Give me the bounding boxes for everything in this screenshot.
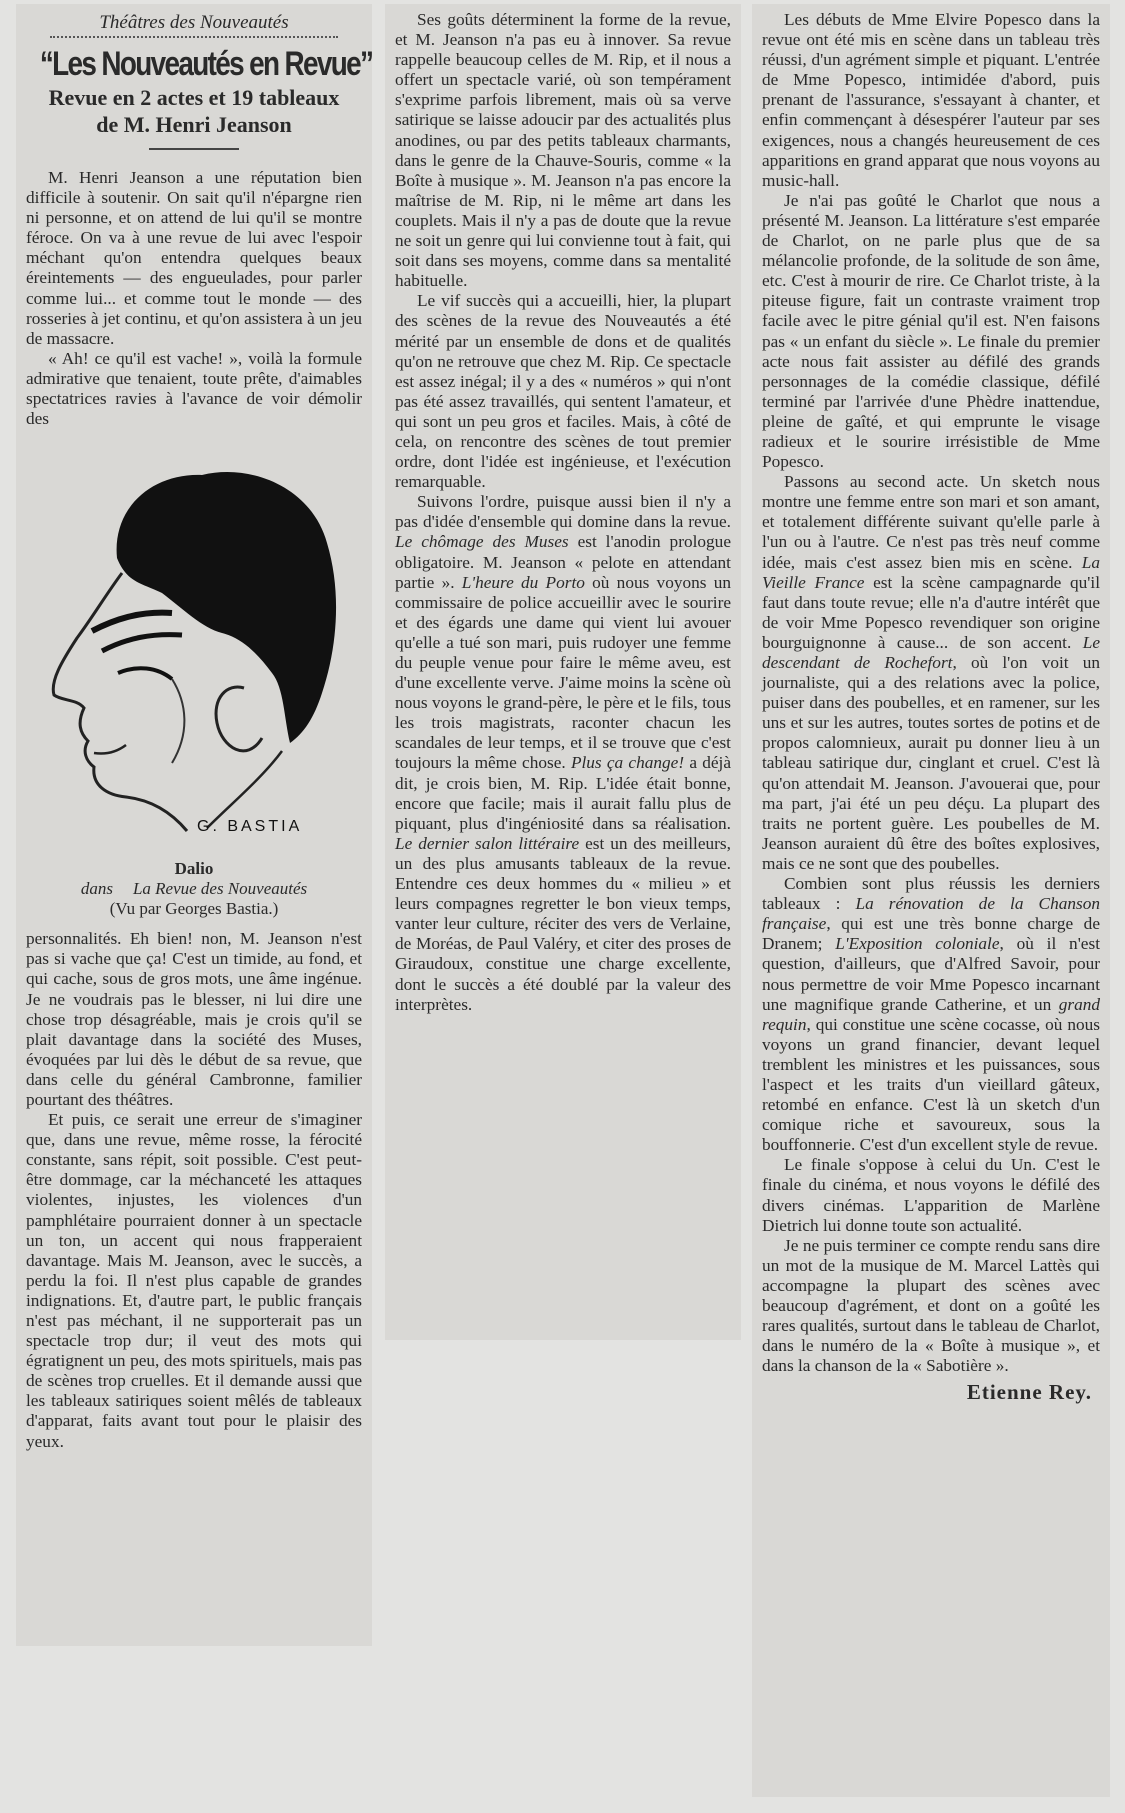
cheek-line [172,679,184,763]
paragraph [395,492,731,1014]
paragraph: Le finale s'oppose à celui du Un. C'est le finale du cinéma, et nous voyons le défilé des divers cinémas. L'apparition de Marlène Dietrich lui donne toute son actualité. [762,1155,1100,1235]
caption-line [22,879,366,898]
tableau-title: La rénovation de la Chanson française [762,894,1100,934]
article-subtitle-line-2: de M. Henri Jeanson [96,112,292,137]
tableau-title: Le dernier salon littéraire [395,833,580,853]
caption-dans: dans [80,879,113,899]
text-run: , où il n'est question, d'ailleurs, que d'Alfred Savoir, pour nous permettre de voir Mme Popesco incarnant une magnifique grande Catherine, et un [762,934,1101,1014]
section-kicker: Théâtres des Nouveautés [50,10,339,38]
brow-line-2 [102,635,182,651]
article-column-1 [16,4,372,1646]
eye [118,668,172,679]
tableau-title: L'heure du Porto [461,572,585,592]
artist-signature: G. BASTIA [197,818,303,836]
text-run: a déjà dit, je crois bien, M. Rip. L'idée était bonne, encore que facile; mais il aurait fallu plus de piquant, plus d'ingéniosité dans sa réalisation. [395,753,732,833]
tableau-title: grand requin [762,994,1100,1034]
text-run: est la scène campagnarde qu'il faut dans toute revue; elle n'a d'autre intérêt que de voir Mme Popesco revendiquer son origine bourguignonne à cause... de son accent. [762,572,1100,652]
paragraph: Ses goûts déterminent la forme de la revue, et M. Jeanson n'a pas eu à innover. Sa revue rappelle beaucoup celles de M. Rip, et il nous a offert un spectacle varié, où son tempérament s'exprime parfois librement, mais où sa verve satirique se laisse adoucir par des actualités plus anodines, ou par des petits tableaux charmants, dans le genre de la Chauve-Souris, comme « la Boîte à musique ». M. Jeanson n'a pas encore la maîtrise de M. Rip, ni le même art dans les couplets. Mais il n'y a pas de doute que la revue ne soit un genre qui lui convienne tout à fait, qui soit dans ses moyens, comme dans sa mentalité habituelle. [395,10,731,291]
caption-name: Dalio [174,859,214,879]
text-run: est l'anodin prologue obligatoire. M. Jeanson « pelote en attendant partie ». [395,532,731,592]
paragraph [762,874,1100,1155]
paragraph: personnalités. Eh bien! non, M. Jeanson n'est pas si vache que ça! C'est un timide, au fond, et qui cache, sous de gros mots, une âme ingénue. Je ne voudrais pas le blesser, ni lui dire une chose trop désagréable, mais je crois qu'il se plait davantage dans la société des Muses, évoquées par lui dès le début de sa revue, que dans celle du général Cambronne, familier pourtant des théâtres. [26,929,362,1109]
hair-mass [117,472,336,743]
text-run: où nous voyons un commissaire de police accueillir avec le sourire et des égards une dame qui vient lui avouer qu'elle a tué son mari, puis rudoyer une femme du peuple venue pour faire le même aveu, est d'une excellente verve. J'aime moins la scène où nous voyons le grand-père, le père et le fils, tous les trois magistrats, raconter chacun les scandales de leur temps, et il se trouve que c'est toujours la même chose. [395,572,731,773]
article-subtitle-line-1: Revue en 2 actes et 19 tableaux [48,85,340,110]
text-run: est un des meilleurs, un des plus amusants tableaux de la revue. Entendre ces deux hommes du « milieu » et leurs compagnes regretter le bon vieux temps, vanter leur culture, réciter des vers de Verlaine, de Moréas, de Paul Valéry, et citer des proses de Giraudoux, constitue une charge excellente, dont le succès a été doublé par la valeur des interprètes. [395,833,731,1014]
text-run: , qui est une très bonne charge de Dranem; [762,914,1100,954]
caption-credit: (Vu par Georges Bastia.) [109,899,279,919]
tableau-title: Le descendant de Rochefort [762,632,1100,672]
paragraph: « Ah! ce qu'il est vache! », voilà la formule admirative que tenaient, toute prête, d'aimables spectatrices ravies à l'avance de voir démolir des [26,348,362,429]
paragraph: Les débuts de Mme Elvire Popesco dans la revue ont été mis en scène dans un tableau très réussi, d'un agrément simple et piquant. L'entrée de Mme Popesco, intimidée d'abord, puis prenant de l'assurance, s'essayant à chanter, et enfin commençant à désespérer l'auteur par ses exigences, nous a changés heureusement de ces apparitions en grand apparat que nous voyons au music-hall. [762,10,1100,190]
paragraph [762,472,1100,874]
paragraph: Je n'ai pas goûté le Charlot que nous a présenté M. Jeanson. La littérature s'est emparée de Charlot, on ne parle plus que de sa mélancolie profonde, de la solitude de son âme, etc. C'est à mourir de rire. Ce Charlot triste, à la piteuse figure, fait un contraste vraiment trop facile avec le pitre génial qu'il est. N'en faisons pas « un enfant du siècle ». Le finale du premier acte nous fait assister au défilé des grands personnages de la comédie classique, défilé terminé par l'arrivée d'une Phèdre inattendue, pleine de gaîté, et qui emprunte le visage radieux et le sourire irrésistible de Mme Popesco. [762,190,1100,472]
paragraph: Le vif succès qui a accueilli, hier, la plupart des scènes de la revue des Nouveautés a été mérité par un ensemble de dons et de qualités qu'on ne retrouve que chez M. Rip. Ce spectacle est assez inégal; il y a des « numéros » qui n'ont pas été assez travaillés, qui sentent l'amateur, et qui sont un peu gros et faciles. Mais, à côté de cela, on rencontre des scènes de tout premier ordre, dont l'idée est ingénieuse, et l'exécution remarquable. [395,291,731,492]
tableau-title: Le chômage des Muses [395,532,569,552]
tableau-title: La Vieille France [762,552,1100,592]
paragraph: Je ne puis terminer ce compte rendu sans dire un mot de la musique de M. Marcel Lattès qui accompagne la plupart des scènes avec beaucoup d'agrément, et dont on a goûté les rares qualités, surtout dans le tableau de Charlot, dans le numéro de la « Boîte à musique », et dans la chanson de la « Sabotière ». [762,1235,1100,1376]
mouth [94,745,126,754]
paragraph: M. Henri Jeanson a une réputation bien difficile à soutenir. On sait qu'il n'épargne rien ni personne, et on attend de lui qu'il se montre féroce. On va à une revue de lui avec l'espoir méchant qu'on entendra quelques beaux éreintements — des engueulades, pour parler comme lui... et comme tout le monde — des rosseries à jet continu, et qu'on assistera à un jeu de massacre. [26,168,362,348]
article-title: “Les Nouveautés en Revue” [39,45,373,83]
caption-show: La Revue des Nouveautés [132,879,308,899]
brow-line [92,613,172,631]
text-run: Passons au second acte. Un sketch nous montre une femme entre son mari et son amant, et totalement différente suivant qu'elle parle à l'un ou à l'autre. Ce n'est pas très neuf comme idée, mais c'est assez bien mis en scène. [762,472,1100,572]
author-signature: Etienne Rey. [966,1380,1092,1405]
article-header [26,10,373,150]
text-run: Suivons l'ordre, puisque aussi bien il n'y a pas d'idée d'ensemble qui domine dans la revue. [395,492,731,532]
ear [216,687,262,751]
neck-line [207,751,282,828]
paragraph: Et puis, ce serait une erreur de s'imaginer que, dans une revue, même rosse, la férocité constante, sans répit, soit possible. C'est peut-être dommage, car la méchanceté les attaques violentes, injustes, les violences d'un pamphlétaire pourraient donner à un spectacle un ton, un accent qui nous frapperaient davantage. Mais M. Jeanson, avec le succès, a perdu la foi. Il n'est plus capable de grandes indignations. Et, d'autre part, le public français n'est pas méchant, il ne supporterait pas un spectacle trop dur; il veut des mots qui égratignent un peu, des mots spirituels, mais pas de scènes trop cruelles. Et il demande aussi que les tableaux satiriques soient mêlés de tableaux d'apparat, faits avant tout pour le plaisir des yeux. [26,1110,362,1451]
text-run: , qui constitue une scène cocasse, où nous voyons un grand financier, devant lequel tremblent les ministres et les puissances, sous l'aspect et les traits d'un vieillard gâteux, retombé en enfance. C'est là un sketch d'un comique riche et savoureux, sous la bouffonnerie. C'est d'un excellent style de revue. [762,1014,1100,1155]
article-column-3 [752,4,1110,1797]
tableau-title: L'Exposition coloniale [835,934,1000,954]
text-run: Combien sont plus réussis les derniers tableaux : [762,874,1100,914]
caricature-figure [22,433,366,923]
header-rule [149,148,239,150]
tableau-title: Plus ça change! [570,753,685,773]
text-run: , où l'on voit un journaliste, qui a des relations avec la police, puiser dans des poubelles, et en ramener, sur les uns et sur les autres, toutes sortes de potins et de propos calomnieux, aurait pu donner lieu à un tableau satirique dur, cinglant et cruel. C'est là qu'on attendait M. Jeanson. J'avouerai que, pour ma part, j'ai été un peu déçu. La plupart des traits ne portent guère. Les poubelles de M. Jeanson auraient dû être des boîtes explosives, mais ce ne sont que des poubelles. [762,653,1100,873]
article-column-2 [385,4,741,1340]
caricature-drawing [22,433,366,853]
